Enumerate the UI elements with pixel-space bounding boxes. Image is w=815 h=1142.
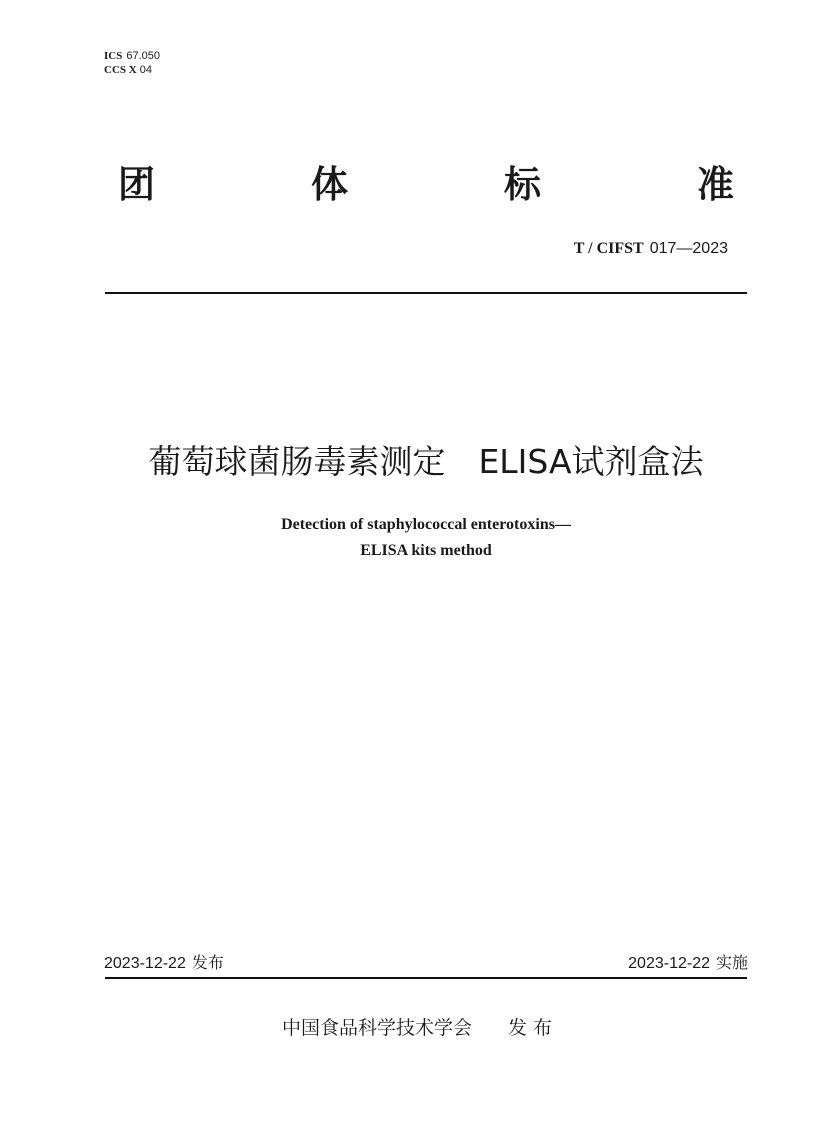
publisher <box>282 1015 552 1041</box>
standard-type-char: 标 <box>504 163 541 206</box>
standard-number-value: 017—2023 <box>649 240 728 257</box>
top-divider <box>105 292 747 294</box>
standard-number <box>574 237 728 260</box>
ics-value: 67.050 <box>126 50 160 62</box>
title-chinese: 葡萄球菌肠毒素测定 ELISA试剂盒法 <box>148 442 704 481</box>
classification-codes <box>104 49 160 77</box>
title-english-line1: Detection of staphylococcal enterotoxins— <box>281 516 571 533</box>
implementation-date <box>628 952 748 975</box>
title-english-line2: ELISA kits method <box>360 542 492 559</box>
ics-code <box>104 49 160 63</box>
implementation-date-value: 2023-12-22 <box>628 955 710 972</box>
implementation-date-label: 实施 <box>715 953 748 972</box>
standard-number-prefix: T / CIFST <box>573 240 644 257</box>
issue-date <box>104 952 224 975</box>
bottom-divider <box>105 977 747 979</box>
ccs-code <box>104 63 160 77</box>
standard-type-char: 体 <box>311 163 348 206</box>
issue-date-value: 2023-12-22 <box>104 955 186 972</box>
publisher-suffix: 发 布 <box>508 1017 553 1039</box>
publisher-name: 中国食品科学技术学会 <box>282 1017 473 1039</box>
standard-type-heading <box>118 163 734 207</box>
ics-label: ICS <box>104 50 123 62</box>
standard-type-char: 准 <box>697 163 734 206</box>
ccs-label: CCS X <box>104 64 137 76</box>
issue-date-label: 发布 <box>191 953 224 972</box>
standard-type-char: 团 <box>118 163 155 206</box>
ccs-value: 04 <box>139 64 152 76</box>
